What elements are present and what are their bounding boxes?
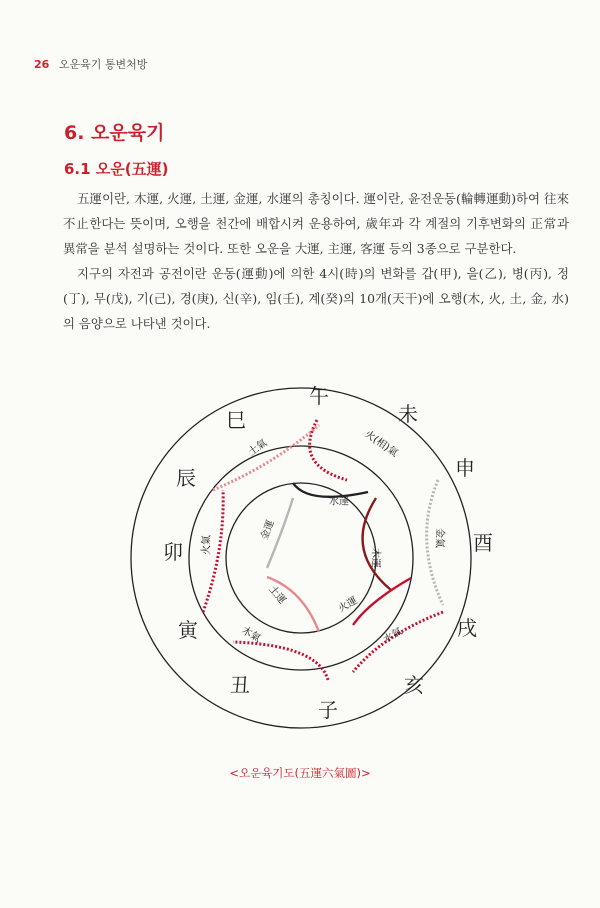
branch-si: 巳 bbox=[226, 408, 246, 432]
branch-chou: 丑 bbox=[230, 673, 250, 697]
branch-zi: 子 bbox=[318, 698, 338, 722]
qi-label-fire-ministerial: 火(相)氣 bbox=[362, 428, 400, 460]
paragraph-1: 五運이란, 木運, 火運, 土運, 金運, 水運의 총칭이다. 運이란, 윤전운동(輪轉運動)하여 往來不止한다는 뜻이며, 오행을 천간에 배합시켜 운용하여, 歲年과 각 계절의 기후변화의 正常과 異常을 분석 설명하는 것이다. 또한 오운을 大運, 主運, 客運 등의 3종으로 구분한다. bbox=[63, 191, 569, 256]
yun-arc-water bbox=[293, 483, 368, 497]
body-text bbox=[63, 186, 569, 336]
branch-shen: 申 bbox=[455, 456, 475, 480]
branch-mao: 卯 bbox=[163, 540, 183, 564]
five-yun-six-qi-diagram bbox=[143, 380, 493, 750]
inner-ring bbox=[226, 483, 376, 633]
yun-label-wood: 木運 bbox=[369, 548, 381, 568]
branch-wei: 未 bbox=[398, 402, 418, 426]
qi-label-metal: 金氣 bbox=[433, 528, 445, 548]
yun-label-fire: 火運 bbox=[336, 595, 360, 615]
six-qi-arcs bbox=[203, 420, 443, 680]
branch-wu: 午 bbox=[309, 384, 329, 408]
qi-label-wood: 木氣 bbox=[239, 625, 263, 645]
qi-arc-water bbox=[353, 612, 443, 672]
branch-yin: 寅 bbox=[178, 618, 198, 642]
qi-label-water: 水氣 bbox=[381, 626, 405, 646]
figure-caption: <오운육기도(五運六氣圖)> bbox=[229, 766, 371, 780]
section-title: 6. 오운육기 bbox=[64, 122, 165, 144]
branch-xu: 戌 bbox=[457, 616, 477, 640]
page-number: 26 bbox=[34, 58, 50, 71]
running-title: 오운육기 통변처방 bbox=[58, 58, 148, 71]
yun-arc-wood bbox=[363, 498, 391, 590]
subsection-title: 6.1 오운(五運) bbox=[64, 160, 169, 178]
branch-chen: 辰 bbox=[176, 466, 196, 490]
branch-hai: 亥 bbox=[404, 673, 424, 697]
yun-label-earth: 土運 bbox=[266, 583, 288, 607]
branch-you: 酉 bbox=[473, 531, 493, 555]
qi-arc-earth bbox=[213, 425, 319, 490]
yun-label-water: 水運 bbox=[329, 496, 349, 508]
qi-label-fire: 火氣 bbox=[201, 535, 213, 555]
running-header bbox=[34, 56, 147, 72]
qi-label-earth: 土氣 bbox=[246, 437, 270, 459]
yun-label-metal: 金運 bbox=[259, 518, 277, 542]
paragraph-2: 지구의 자전과 공전이란 운동(運動)에 의한 4시(時)의 변화를 갑(甲), 을(乙), 병(丙), 정(丁), 무(戊), 기(己), 경(庚), 신(辛), 임(壬), 계(癸)의 10개(天干)에 오행(木, 火, 土, 金, 水)의 음양으로 나타낸 것이다. bbox=[63, 266, 569, 331]
